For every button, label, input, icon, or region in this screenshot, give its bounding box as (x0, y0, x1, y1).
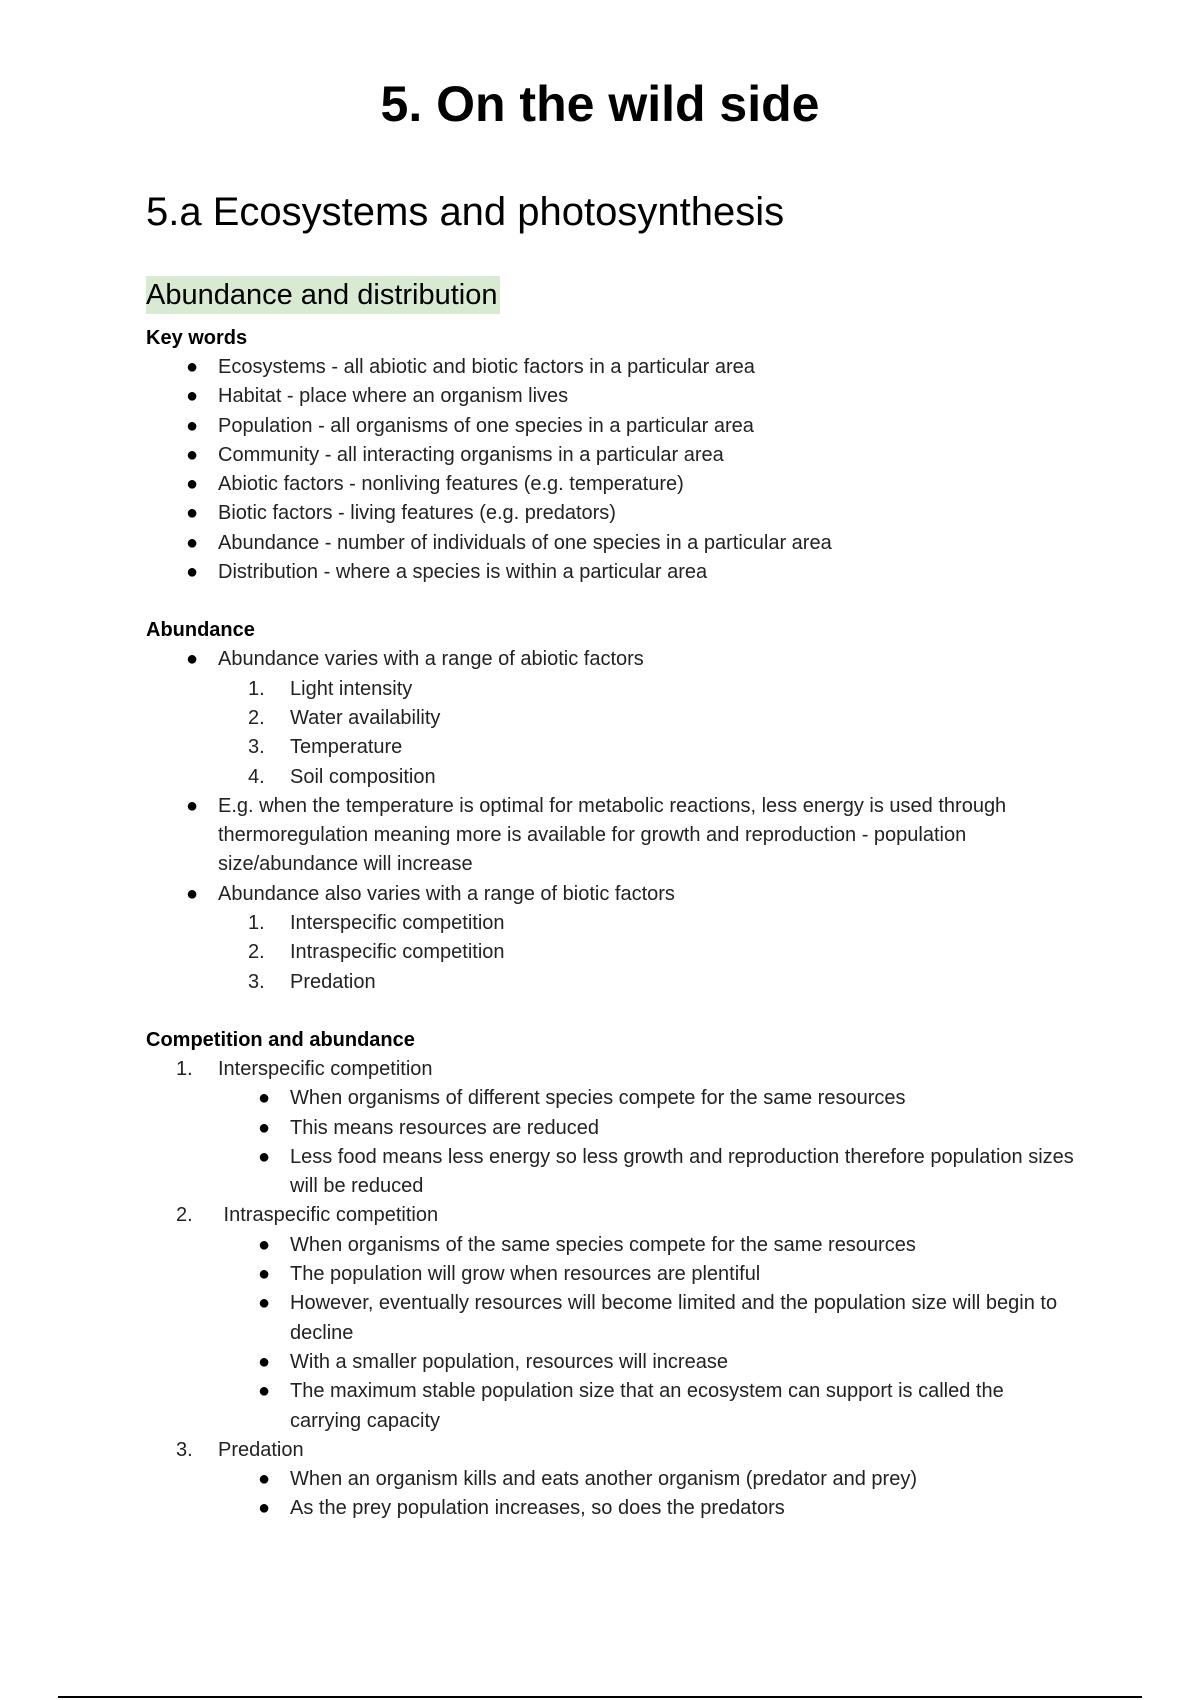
list-item-text: Distribution - where a species is within a particular area (218, 561, 708, 584)
list-item-text: This means resources are reduced (290, 1116, 600, 1139)
paragraph-spacer (146, 587, 1076, 616)
abundance-list (146, 645, 1076, 997)
list-item-text: The population will grow when resources are plentiful (290, 1263, 761, 1286)
list-item (146, 880, 1076, 997)
list-item-text: E.g. when the temperature is optimal for metabolic reactions, less energy is used through thermoregulation meaning more is available for growth and reproduction - population size/abundance will increase (218, 794, 1007, 876)
bullet-icon: ● (185, 794, 199, 817)
list-item-text: When an organism kills and eats another organism (predator and prey) (290, 1468, 917, 1491)
list-item (218, 1084, 1076, 1113)
list-item (218, 1377, 1076, 1436)
bullet-icon: ● (185, 561, 199, 584)
predation-points (218, 1465, 1076, 1524)
list-item (146, 441, 1076, 470)
biotic-factors-list (218, 909, 1076, 997)
numbered-item-text: Interspecific competition (218, 1057, 433, 1080)
numbered-item (218, 763, 1076, 792)
bullet-icon: ● (257, 1145, 271, 1168)
list-item (146, 353, 1076, 382)
bullet-icon: ● (185, 414, 199, 437)
bullet-icon: ● (257, 1263, 271, 1286)
numbered-item-text: Water availability (290, 706, 441, 729)
list-item (146, 499, 1076, 528)
list-item (146, 529, 1076, 558)
list-item (218, 1465, 1076, 1494)
numbered-item (146, 1436, 1076, 1524)
list-item-text: As the prey population increases, so does the predators (290, 1497, 785, 1520)
bullet-icon: ● (257, 1380, 271, 1403)
bullet-icon: ● (185, 356, 199, 378)
item-number: 2. (248, 706, 265, 729)
competition-heading: Competition and abundance (146, 1028, 415, 1051)
bullet-icon: ● (257, 1233, 271, 1256)
numbered-item (146, 1201, 1076, 1435)
item-number: 2. (248, 941, 265, 964)
key-words-list (146, 353, 1076, 587)
numbered-item-text: Predation (218, 1438, 304, 1461)
numbered-item (146, 1055, 1076, 1201)
numbered-item (218, 968, 1076, 997)
list-item-text: The maximum stable population size that an ecosystem can support is called the carrying capacity (290, 1380, 1004, 1432)
numbered-item-text: Temperature (290, 736, 403, 759)
numbered-item-text: Predation (290, 970, 376, 993)
list-item (146, 470, 1076, 499)
competition-list (146, 1055, 1076, 1524)
bullet-icon: ● (185, 882, 199, 905)
numbered-item (218, 909, 1076, 938)
numbered-item-text: Intraspecific competition (290, 941, 505, 964)
list-item-text: Ecosystems - all abiotic and biotic factors in a particular area (218, 356, 755, 378)
list-item (218, 1114, 1076, 1143)
bullet-icon: ● (257, 1116, 271, 1139)
list-item (146, 645, 1076, 791)
bullet-icon: ● (257, 1292, 271, 1315)
item-number: 3. (248, 970, 265, 993)
interspecific-points (218, 1084, 1076, 1201)
item-number: 2. (176, 1204, 193, 1227)
list-item (218, 1143, 1076, 1202)
item-number: 1. (248, 677, 265, 700)
abundance-heading: Abundance (146, 619, 255, 642)
numbered-item-text: Intraspecific competition (218, 1204, 439, 1227)
item-number: 3. (248, 736, 265, 759)
abiotic-factors-list (218, 675, 1076, 792)
section-heading: 5.a Ecosystems and photosynthesis (146, 190, 785, 234)
list-item (146, 382, 1076, 411)
list-item-text: When organisms of different species compete for the same resources (290, 1087, 906, 1110)
document-title: 5. On the wild side (380, 76, 820, 132)
list-item-text: However, eventually resources will become limited and the population size will begin to decline (290, 1292, 1058, 1344)
numbered-item (218, 675, 1076, 704)
intraspecific-points (218, 1231, 1076, 1436)
bullet-icon: ● (185, 531, 199, 554)
list-item-text: Habitat - place where an organism lives (218, 385, 569, 408)
list-item-text: Abundance also varies with a range of biotic factors (218, 882, 675, 905)
item-number: 3. (176, 1438, 193, 1461)
bullet-icon: ● (257, 1350, 271, 1373)
list-item (218, 1494, 1076, 1523)
list-item-text: When organisms of the same species compete for the same resources (290, 1233, 916, 1256)
list-item-text: Community - all interacting organisms in a particular area (218, 443, 724, 466)
bullet-icon: ● (185, 473, 199, 496)
numbered-item (218, 938, 1076, 967)
document-body (146, 186, 1076, 1524)
paragraph-spacer (146, 997, 1076, 1026)
key-words-heading: Key words (146, 327, 248, 349)
list-item-text: Abiotic factors - nonliving features (e.g. temperature) (218, 473, 684, 496)
page-bottom-divider (58, 1696, 1142, 1698)
bullet-icon: ● (185, 443, 199, 466)
list-item-text: Less food means less energy so less growth and reproduction therefore population sizes will be reduced (290, 1145, 1074, 1198)
item-number: 1. (176, 1057, 193, 1080)
numbered-item (218, 704, 1076, 733)
numbered-item-text: Interspecific competition (290, 912, 505, 935)
list-item (218, 1348, 1076, 1377)
bullet-icon: ● (257, 1087, 271, 1110)
list-item-text: Population - all organisms of one species in a particular area (218, 414, 754, 437)
list-item-text: Abundance varies with a range of abiotic factors (218, 648, 644, 671)
list-item (146, 792, 1076, 880)
bullet-icon: ● (185, 648, 199, 671)
list-item (146, 558, 1076, 587)
list-item-text: Abundance - number of individuals of one species in a particular area (218, 531, 832, 554)
numbered-item-text: Soil composition (290, 765, 436, 788)
numbered-item (218, 733, 1076, 762)
list-item (146, 412, 1076, 441)
numbered-item-text: Light intensity (290, 677, 413, 700)
bullet-icon: ● (257, 1468, 271, 1491)
item-number: 1. (248, 912, 265, 935)
list-item-text: Biotic factors - living features (e.g. predators) (218, 502, 616, 525)
bullet-icon: ● (185, 502, 199, 525)
subsection-heading-highlighted: Abundance and distribution (146, 276, 500, 314)
list-item (218, 1231, 1076, 1260)
item-number: 4. (248, 765, 265, 788)
list-item (218, 1289, 1076, 1348)
list-item-text: With a smaller population, resources will increase (290, 1350, 728, 1373)
bullet-icon: ● (257, 1497, 271, 1520)
list-item (218, 1260, 1076, 1289)
bullet-icon: ● (185, 385, 199, 408)
